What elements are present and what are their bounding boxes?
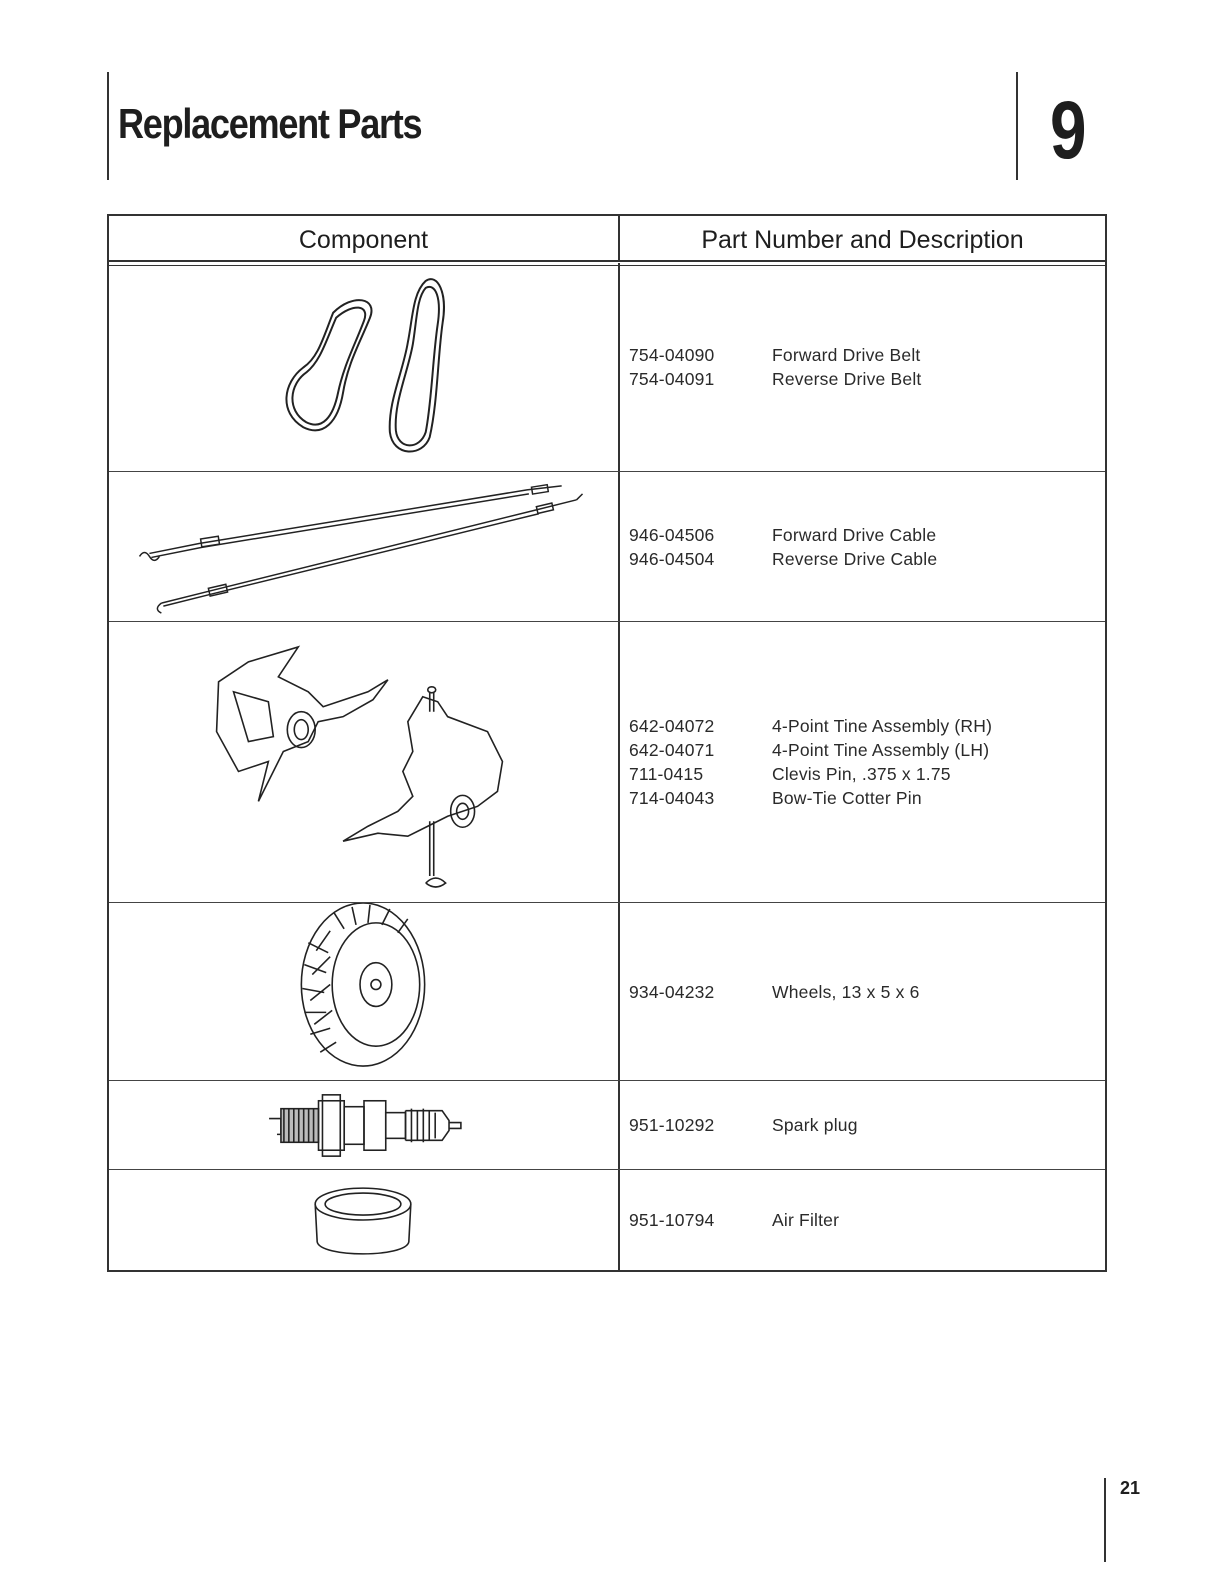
part-description: 4-Point Tine Assembly (RH) <box>772 716 993 736</box>
part-line <box>629 343 1105 367</box>
part-description: Forward Drive Belt <box>772 345 921 365</box>
part-line <box>629 547 1105 571</box>
part-cell <box>629 263 1105 471</box>
part-line <box>629 786 1105 810</box>
part-number: 946-04504 <box>629 548 715 569</box>
column-header-component: Component <box>109 216 620 260</box>
part-line <box>629 1208 1105 1232</box>
part-line <box>629 738 1105 762</box>
table-row <box>109 263 1105 472</box>
page-number: 21 <box>1120 1478 1141 1498</box>
part-description: 4-Point Tine Assembly (LH) <box>772 740 990 760</box>
wheel-icon <box>109 903 618 1080</box>
part-number: 642-04071 <box>629 740 715 760</box>
part-line <box>629 367 1105 391</box>
part-description: Wheels, 13 x 5 x 6 <box>772 981 920 1002</box>
drive-cables-icon <box>109 472 618 621</box>
part-number: 934-04232 <box>629 981 715 1002</box>
part-line <box>629 714 1105 738</box>
component-cell <box>109 263 620 471</box>
table-row <box>109 1081 1105 1170</box>
table-row <box>109 622 1105 903</box>
part-description: Reverse Drive Belt <box>772 369 922 389</box>
component-cell <box>109 903 620 1080</box>
part-number: 642-04072 <box>629 716 715 736</box>
part-cell <box>629 903 1105 1080</box>
component-cell <box>109 622 620 902</box>
part-line <box>629 762 1105 786</box>
page-number-rule <box>1104 1478 1106 1562</box>
part-description: Reverse Drive Cable <box>772 548 938 569</box>
part-number: 946-04506 <box>629 524 715 545</box>
part-line <box>629 980 1105 1004</box>
part-description: Bow-Tie Cotter Pin <box>772 788 922 808</box>
part-number: 711-0415 <box>629 764 704 784</box>
part-number: 754-04090 <box>629 345 715 365</box>
component-cell <box>109 472 620 621</box>
chapter-rule <box>1016 72 1018 180</box>
part-cell <box>629 1081 1105 1169</box>
part-number: 754-04091 <box>629 369 715 389</box>
table-row <box>109 903 1105 1081</box>
part-description: Clevis Pin, .375 x 1.75 <box>772 764 951 784</box>
spark-plug-icon <box>109 1081 618 1169</box>
part-description: Forward Drive Cable <box>772 524 937 545</box>
table-row <box>109 472 1105 622</box>
air-filter-icon <box>109 1170 618 1270</box>
title-left-rule <box>107 72 109 180</box>
chapter-number: 9 <box>1050 85 1087 176</box>
parts-table <box>107 214 1107 1272</box>
part-number: 951-10292 <box>629 1115 715 1135</box>
part-cell <box>629 472 1105 621</box>
part-description: Air Filter <box>772 1210 840 1230</box>
component-cell <box>109 1170 620 1270</box>
component-cell <box>109 1081 620 1169</box>
part-cell <box>629 622 1105 902</box>
drive-belts-icon <box>109 263 618 471</box>
table-header <box>109 216 1105 260</box>
part-number: 714-04043 <box>629 788 715 808</box>
table-row <box>109 1170 1105 1270</box>
part-cell <box>629 1170 1105 1270</box>
page-title: Replacement Parts <box>118 100 422 147</box>
column-header-part: Part Number and Description <box>701 226 1024 254</box>
part-number: 951-10794 <box>629 1210 715 1230</box>
part-line <box>629 1113 1105 1137</box>
part-line <box>629 523 1105 547</box>
part-description: Spark plug <box>772 1115 858 1135</box>
tine-assembly-icon <box>109 622 618 902</box>
